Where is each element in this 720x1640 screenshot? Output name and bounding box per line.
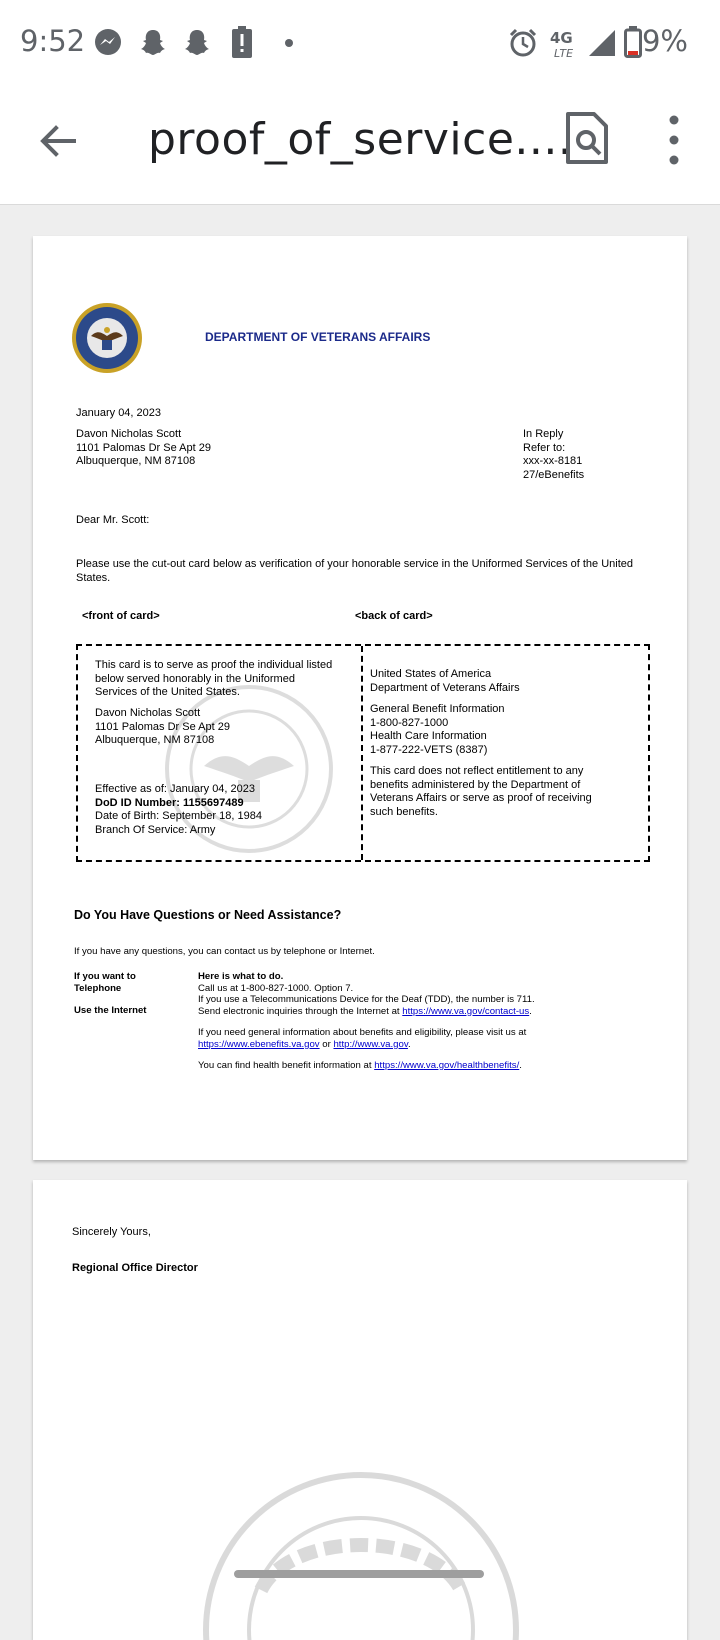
card-front-effective: Effective as of: January 04, 2023 (95, 783, 256, 795)
card-back-line1: United States of America (370, 668, 492, 680)
svg-text:LTE: LTE (554, 47, 574, 60)
assistance-col1 (74, 971, 147, 1017)
va-gov-link[interactable]: http://www.va.gov (333, 1038, 408, 1050)
find-in-page-icon[interactable] (562, 110, 614, 166)
battery-icon (624, 26, 642, 58)
col1-internet: Use the Internet (74, 1005, 147, 1016)
recipient-name: Davon Nicholas Scott (76, 428, 182, 440)
reply-reference (523, 428, 584, 482)
telephone-line2: If you use a Telecommunications Device for the Deaf (TDD), the number is 711. (198, 994, 535, 1005)
internet-line3-text: You can find health benefit information at (198, 1060, 375, 1071)
va-seal-watermark-large (201, 1470, 521, 1640)
document-page-1 (33, 236, 687, 1160)
recipient-address-line2: Albuquerque, NM 87108 (76, 455, 196, 467)
card-front-line3: Services of the United States. (95, 686, 240, 698)
snapchat-icon (182, 28, 212, 58)
or-text: or (319, 1038, 334, 1050)
card-front-branch: Branch Of Service: Army (95, 823, 216, 836)
app-bar (0, 86, 720, 205)
back-card-label: <back of card> (355, 610, 433, 622)
contact-us-link[interactable]: https://www.va.gov/contact-us (402, 1005, 530, 1017)
card-back-hci-phone: 1-877-222-VETS (8387) (370, 743, 488, 756)
card-front-line2: below served honorably in the Uniformed (95, 672, 295, 685)
lte-icon (548, 28, 584, 60)
signal-icon (588, 28, 616, 58)
back-arrow-icon[interactable] (34, 116, 84, 166)
internet-line2: If you need general information about benefits and eligibility, please visit us at (198, 1027, 527, 1038)
internet-line3: You can find health benefit information at https://www.va.gov/healthbenefits/. (198, 1060, 522, 1071)
document-title: proof_of_service.... (148, 114, 573, 165)
internet-line1: Send electronic inquiries through the Internet at https://www.va.gov/contact-us. (198, 1005, 532, 1017)
letter-date: January 04, 2023 (76, 407, 162, 419)
col1-heading1: If you want to (74, 971, 136, 982)
card-back-disc3: Veterans Affairs or serve as proof of receiving (370, 792, 592, 804)
closing: Sincerely Yours, (72, 1226, 151, 1238)
card-front-name: Davon Nicholas Scott (95, 707, 201, 719)
cut-out-card (76, 644, 650, 862)
internet-line2-links: https://www.ebenefits.va.gov or http://www.va.gov. (198, 1038, 411, 1050)
reply-line2: Refer to: (523, 441, 566, 454)
col1-telephone: Telephone (74, 982, 122, 994)
status-time: 9:52 (20, 24, 86, 58)
card-back-header (370, 668, 520, 695)
card-front-details (95, 783, 262, 837)
reply-line3: xxx-xx-8181 (523, 455, 583, 467)
reply-line4: 27/eBenefits (523, 468, 585, 481)
front-card-label: <front of card> (82, 610, 160, 622)
snapchat-icon (138, 28, 168, 58)
ebenefits-link[interactable]: https://www.ebenefits.va.gov (198, 1038, 320, 1050)
card-front-line1: This card is to serve as proof the individual listed (95, 659, 333, 671)
messenger-icon (94, 28, 122, 56)
card-back-contacts (370, 703, 505, 757)
salutation: Dear Mr. Scott: (76, 514, 150, 526)
card-back-gbi-phone: 1-800-827-1000 (370, 716, 449, 729)
alarm-icon (508, 28, 538, 58)
status-bar (0, 0, 720, 86)
card-back-disc2: benefits administered by the Department of (370, 778, 581, 791)
card-front-intro (95, 659, 332, 700)
dot-icon (284, 38, 294, 48)
card-front-address2: Albuquerque, NM 87108 (95, 734, 215, 746)
assistance-heading: Do You Have Questions or Need Assistance? (74, 908, 342, 922)
internet-line1-text: Send electronic inquiries through the Internet at (198, 1005, 403, 1017)
battery-alert-icon (232, 26, 252, 58)
battery-percent: 9% (641, 24, 688, 58)
assistance-intro: If you have any questions, you can contact us by telephone or Internet. (74, 946, 375, 957)
recipient-address (76, 428, 211, 469)
va-seal-logo (71, 302, 143, 374)
card-back-hci-label: Health Care Information (370, 730, 487, 742)
card-front-address (95, 707, 230, 748)
reply-line1: In Reply (523, 428, 564, 440)
assistance-col2 (198, 971, 535, 1072)
recipient-address-line1: 1101 Palomas Dr Se Apt 29 (76, 441, 211, 454)
card-front-address1: 1101 Palomas Dr Se Apt 29 (95, 720, 230, 733)
department-title: DEPARTMENT OF VETERANS AFFAIRS (205, 330, 431, 344)
card-front-dob: Date of Birth: September 18, 1984 (95, 810, 262, 822)
home-indicator[interactable] (234, 1570, 484, 1578)
card-back-disc1: This card does not reflect entitlement to any (370, 765, 584, 777)
card-divider (361, 646, 363, 860)
card-back-disclaimer (370, 765, 592, 819)
more-options-icon[interactable] (660, 112, 688, 168)
telephone-line1: Call us at 1-800-827-1000. Option 7. (198, 982, 354, 994)
healthbenefits-link[interactable]: https://www.va.gov/healthbenefits/ (374, 1060, 520, 1071)
col2-heading: Here is what to do. (198, 971, 284, 982)
card-front-dod-id: DoD ID Number: 1155697489 (95, 796, 244, 809)
card-back-gbi-label: General Benefit Information (370, 703, 505, 715)
svg-text:4G: 4G (550, 29, 573, 47)
signatory: Regional Office Director (72, 1262, 198, 1274)
intro-paragraph: Please use the cut-out card below as verification of your honorable service in the Uniformed Services of the United States. (76, 558, 634, 584)
card-back-disc4: such benefits. (370, 805, 438, 818)
card-back-line2: Department of Veterans Affairs (370, 681, 520, 694)
